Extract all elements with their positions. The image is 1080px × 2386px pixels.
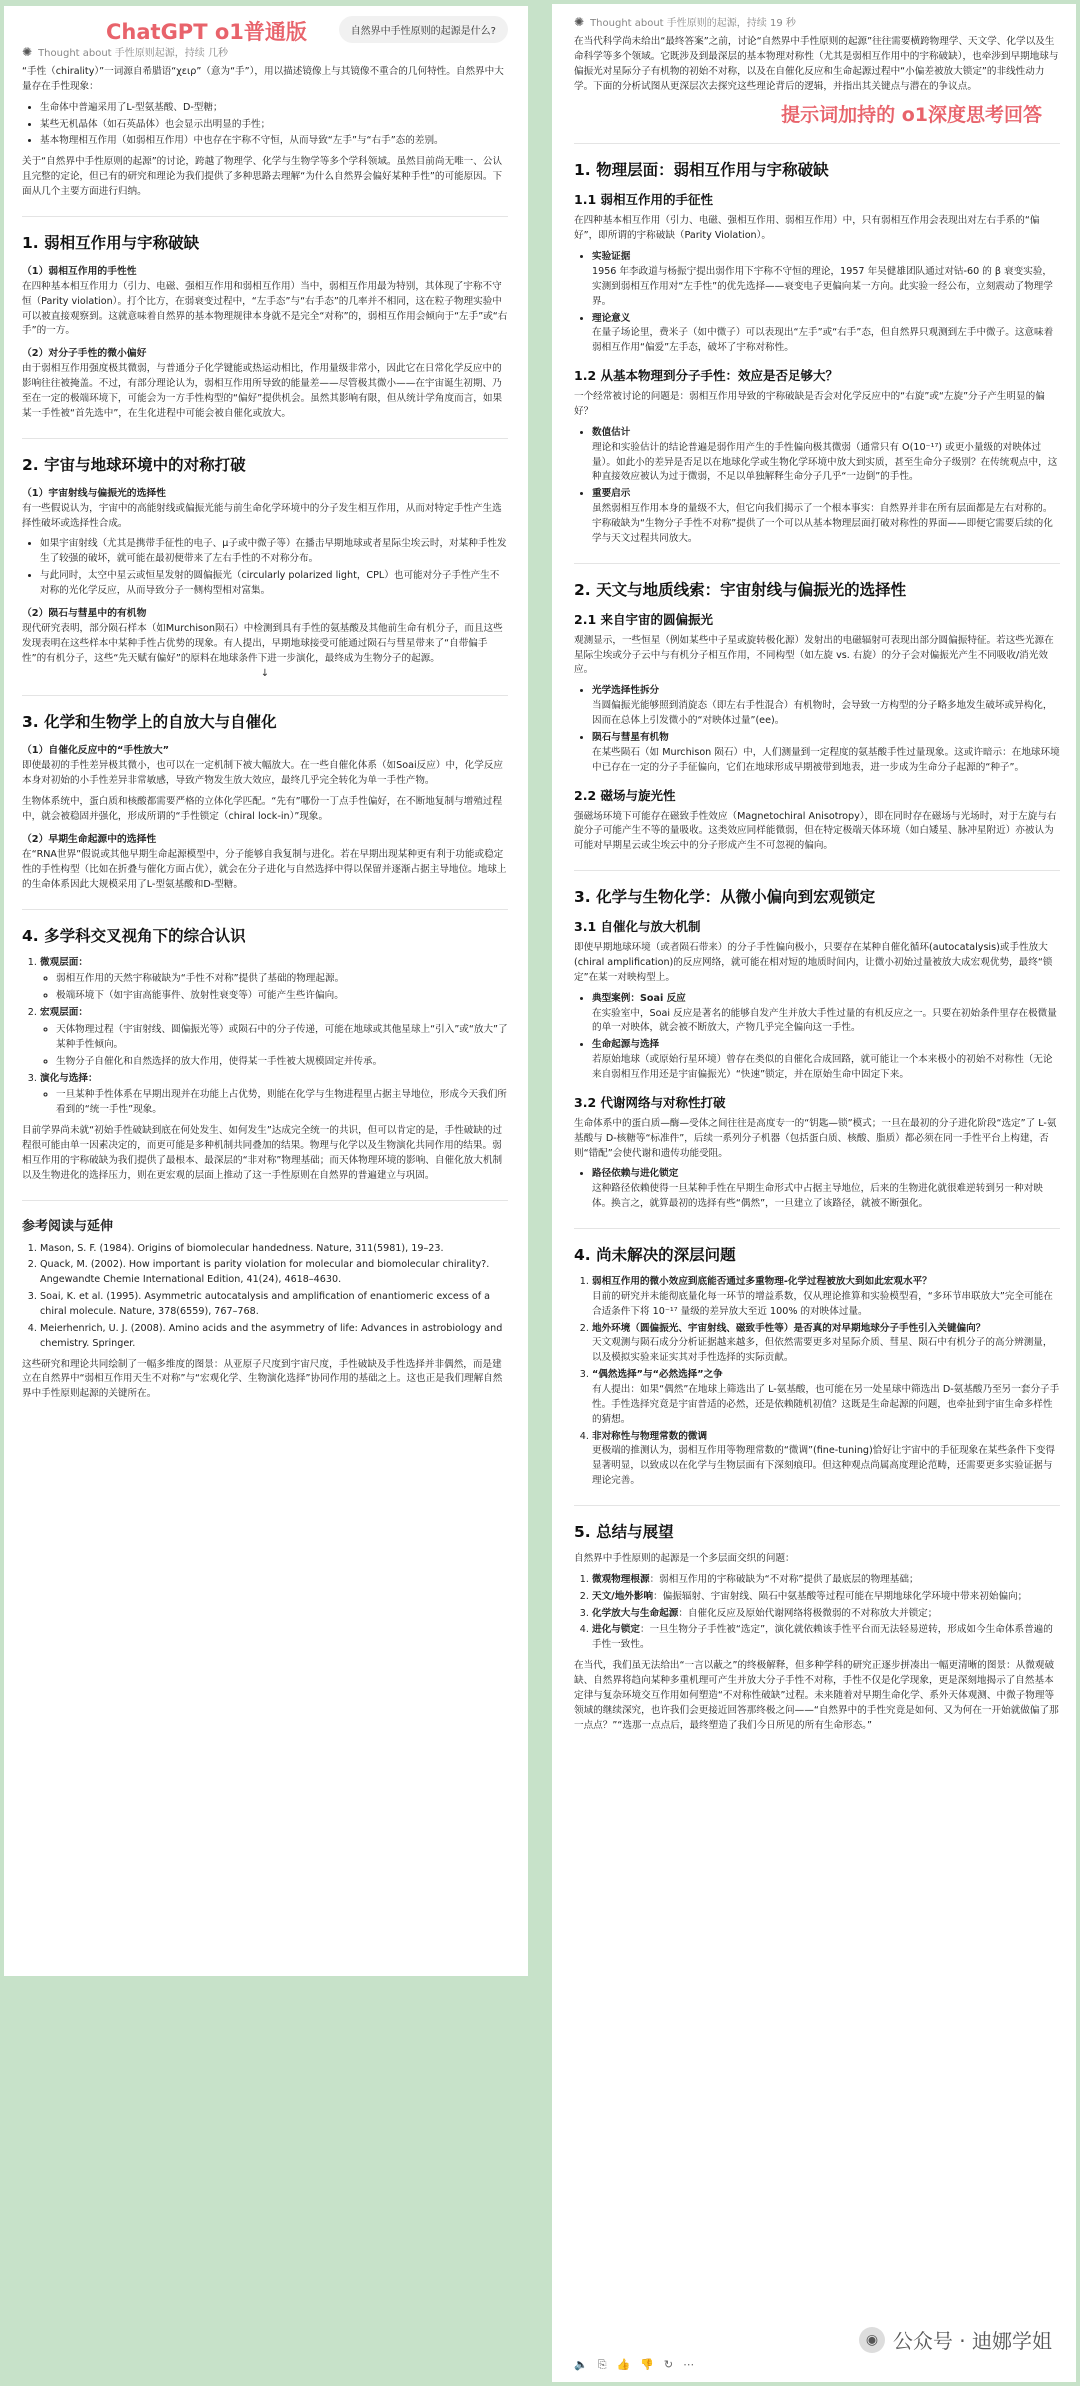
list-item xyxy=(592,1275,1060,1320)
subsection-title: （1）弱相互作用的手性性 xyxy=(22,265,137,277)
message-action-toolbar xyxy=(574,2358,694,2372)
section-divider xyxy=(22,216,508,217)
thought-summary[interactable] xyxy=(22,44,508,59)
list-item-heading: 实验证据 xyxy=(592,251,631,263)
list-item-text: 目前的研究并未能彻底量化每一环节的增益系数，仅从理论推算和实验模型看，“多环节串联放大”完全可能在合适条件下将 10⁻¹⁷ 量级的差异放大至近 100% 的对映体过量。 xyxy=(592,1290,1053,1317)
list-item-heading: 陨石与彗星有机物 xyxy=(592,731,669,743)
list-item-heading: 演化与选择： xyxy=(40,1072,98,1084)
bullet-list xyxy=(22,537,508,598)
section-divider xyxy=(22,909,508,910)
section-divider xyxy=(22,438,508,439)
copy-icon[interactable]: ⎘ xyxy=(597,2358,607,2371)
list-item-text: 这种路径依赖使得一旦某种手性在早期生命形式中占据主导地位，后来的生物进化就很难逆转到另一种对映体。换言之，就算最初的选择有些“偶然”，一旦建立了该路径，就被不断强化。 xyxy=(592,1183,1043,1210)
thought-summary-text: Thought about 手性原则起源，持续 几秒 xyxy=(38,48,228,59)
list-item-text: 更极端的推测认为，弱相互作用等物理常数的“微调”(fine-tuning)恰好让宇宙中的手征现象在某些条件下变得显著明显，以致成以在化学与生物层面有下深刻痕印。但这种观点尚属高度理论范畴，还需要更多实验证据与理论完善。 xyxy=(592,1445,1056,1487)
references-title: 参考阅读与延伸 xyxy=(22,1218,114,1234)
thumbs-down-icon[interactable]: 👎 xyxy=(640,2358,654,2371)
bullet-list xyxy=(574,1167,1060,1212)
list-item: ◦ 极端环境下（如宇宙高能事件、放射性衰变等）可能产生些许偏向。 xyxy=(56,989,508,1004)
section-title: 4. 尚未解决的深层问题 xyxy=(574,1245,736,1264)
list-item xyxy=(40,1006,508,1069)
list-item-heading: “偶然选择”与“必然选择”之争 xyxy=(592,1369,723,1381)
left-chat-panel xyxy=(4,6,528,1976)
list-item: • 某些无机晶体（如石英晶体）也会显示出明显的手性； xyxy=(40,118,508,133)
list-item xyxy=(592,426,1060,485)
subsection-title: 3.1 自催化与放大机制 xyxy=(574,919,701,935)
bullet-list xyxy=(574,684,1060,775)
list-item xyxy=(40,1072,508,1119)
list-item-heading: 典型案例：Soai 反应 xyxy=(592,992,686,1004)
right-chat-panel xyxy=(552,4,1076,2382)
list-item-heading: 天文/地外影响 xyxy=(592,1590,654,1602)
section-divider xyxy=(22,695,508,696)
sub-list xyxy=(40,1088,508,1118)
list-item-heading: 微观层面： xyxy=(40,956,88,968)
list-item-text: 在某些陨石（如 Murchison 陨石）中，人们测量到一定程度的氨基酸手性过量现象。这或许暗示：在地球环境中已存在一定的分子手征偏向，它们在地球形成早期被带到地表，进一步成为生命分子起源的“种子”。 xyxy=(592,746,1060,773)
more-options-icon[interactable]: ⋯ xyxy=(683,2358,695,2371)
sub-list xyxy=(40,972,508,1004)
sub-list xyxy=(40,1023,508,1070)
section-divider xyxy=(574,563,1060,564)
numbered-list xyxy=(22,956,508,1119)
assistant-logo-icon: ✺ xyxy=(22,44,33,59)
list-item-text: 若原始地球（或原始行星环境）曾存在类似的自催化合成回路，就可能让一个本来极小的初始不对称性（无论来自弱相互作用还是宇宙偏振光）“快速”锁定，并在原始生命中固定下来。 xyxy=(592,1054,1053,1080)
list-item xyxy=(592,1322,1060,1367)
section-divider xyxy=(574,1228,1060,1229)
list-item xyxy=(592,1590,1060,1605)
paragraph: 有一些假说认为，宇宙中的高能射线或偏振光能与前生命化学环境中的分子发生相互作用，从而对特定手性产生选择性破坏或选择性合成。 xyxy=(22,502,502,529)
section-title: 1. 弱相互作用与宇称破缺 xyxy=(22,233,200,252)
list-item: ◦ 弱相互作用的天然宇称破缺为“手性不对称”提供了基础的物理起源。 xyxy=(56,972,508,987)
closing-paragraph: 这些研究和理论共同绘制了一幅多维度的图景：从亚原子尺度到宇宙尺度，手性破缺及手性选择并非偶然，而是建立在自然界中“弱相互作用天生不对称”与“宏观化学、生物演化选择”协同作用的基础之上。这也正是我们理解自然界中手性原则起源的关键所在。 xyxy=(22,1358,503,1400)
paragraph: 即使最初的手性差异极其微小，也可以在一定机制下被大幅放大。在一些自催化体系（如Soai反应）中，化学反应本身对初始的小手性差异非常敏感，导致产物发生放大效应，最终几乎完全转化为单一手性产物。 xyxy=(22,760,504,787)
list-item: ◦ 一旦某种手性体系在早期出现并在功能上占优势，则能在化学与生物进程里占据主导地位，形成今天我们所看到的“统一手性”现象。 xyxy=(56,1088,508,1118)
section-title: 1. 物理层面：弱相互作用与宇称破缺 xyxy=(574,161,829,180)
subsection-title: （2）陨石与彗星中的有机物 xyxy=(22,607,147,619)
list-item-text: 天文观测与陨石成分分析证据越来越多，但依然需要更多对星际介质、彗星、陨石中有机分子的高分辨测量，以及模拟实验来证实其对手性选择的实际贡献。 xyxy=(592,1337,1053,1364)
list-item-heading: 地外环境（圆偏振光、宇宙射线、磁致手性等）是否真的对早期地球分子手性引入关键偏向？ xyxy=(592,1322,986,1334)
watermark-text: 公众号 · 迪娜学姐 xyxy=(892,2329,1052,2353)
numbered-list xyxy=(574,1275,1060,1489)
list-item-text: ：弱相互作用的宇称破缺为“不对称”提供了最底层的物理基础； xyxy=(649,1573,919,1585)
paragraph: 观测显示，一些恒星（例如某些中子星或旋转极化源）发射出的电磁辐射可表现出部分圆偏振特征。若这些光源在星际尘埃或分子云中与有机分子相互作用，不同构型（如左旋 vs. 右旋）的分子会对偏振光产生不同吸收/消光效应。 xyxy=(574,634,1054,676)
list-item xyxy=(592,992,1060,1037)
bullet-list xyxy=(574,426,1060,547)
wechat-icon: ◉ xyxy=(859,2327,885,2353)
subsection-title: （2）对分子手性的微小偏好 xyxy=(22,348,147,360)
paragraph: 生命体系中的蛋白质—酶—受体之间往往是高度专一的“钥匙—锁”模式；一旦在最初的分子进化阶段“选定”了 L-氨基酸与 D-核糖等“标准件”，后续一系列分子机器（包括蛋白质、核酸、脂质）都必须在同一手性平台上构建，否则“错配”会使代谢和遗传功能受阻。 xyxy=(574,1117,1057,1159)
subsection-title: （2）早期生命起源中的选择性 xyxy=(22,833,157,845)
list-item-heading: 数值估计 xyxy=(592,426,631,438)
list-item xyxy=(592,1368,1060,1427)
paragraph: 现代研究表明，部分陨石样本（如Murchison陨石）中检测到具有手性的氨基酸及其他前生命有机分子，而且这些发现表明在这些样本中某种手性占优势的现象。有人提出，早期地球接受可能通过陨石与彗星带来了“自带偏手性”的有机分子，这些“先天赋有偏好”的原料在地球条件下进一步演化，最终成为生物分子的起源。 xyxy=(22,622,503,664)
section-title: 3. 化学与生物化学：从微小偏向到宏观锁定 xyxy=(574,888,876,907)
numbered-list xyxy=(574,1573,1060,1653)
list-item-text: 1956 年李政道与杨振宁提出弱作用下宇称不守恒的理论，1957 年吴健雄团队通过对钴-60 的 β 衰变实验，实测到弱相互作用对“左手性”的优先选择——衰变电子更偏向某一方向。此实验一经公布，立刻震动了物理学界。 xyxy=(592,266,1053,307)
list-item-text: 理论和实验估计的结论普遍是弱作用产生的手性偏向极其微弱（通常只有 O(10⁻¹⁷) 或更小量级的对映体过量）。如此小的差异是否足以在地球化学或生物化学环境中放大到实质，甚至生命分子级别？在传统观点中，这种直接效应被认为过于微弱，不足以单独解释生命分子几乎“一边倒”的手性。 xyxy=(592,441,1058,483)
list-item xyxy=(592,1623,1060,1653)
section-divider xyxy=(22,1200,508,1201)
list-item xyxy=(592,1607,1060,1622)
list-item xyxy=(592,731,1060,776)
intro-paragraph: “手性（chirality）”一词源自希腊语“χειρ”（意为“手”），用以描述镜像上与其镜像不重合的几何特性。自然界中大量存在手性现象： xyxy=(22,66,504,92)
paragraph: 生物体系统中，蛋白质和核酸都需要严格的立体化学匹配。“先有”哪份一丁点手性偏好，在不断地复制与增殖过程中，就会被稳固并强化，形成所谓的“手性锁定（chiral lock-in）”现象。 xyxy=(22,796,503,823)
left-topbar xyxy=(22,6,508,44)
list-item-text: ：一旦生物分子手性被“选定”，演化就依赖该手性平台而无法轻易逆转，形成如今生命体系普遍的手性一致性。 xyxy=(592,1624,1053,1651)
subsection-title: 1.2 从基本物理到分子手性：效应是否足够大？ xyxy=(574,368,838,384)
list-item-heading: 弱相互作用的微小效应到底能否通过多重物理-化学过程被放大到如此宏观水平？ xyxy=(592,1275,932,1287)
list-item xyxy=(592,487,1060,546)
bullet-list xyxy=(574,250,1060,356)
closing-paragraph: 在当代，我们虽无法给出“一言以蔽之”的终极解释，但多种学科的研究正逐步拼凑出一幅更清晰的图景：从微观破缺、自然界将趋向某种多重机理可产生并放大分子手性不对称，手性不仅是化学现象，更是深刻地揭示了自然基本定律与复杂环境交互作用如何塑造“不对称性破缺”过程。未来随着对早期生命化学、系外天体观测、中微子物理等领域的继续深究，也许我们会更接近回答那终极之问——“自然界中的手性究竟是如何、又为何在一开始就做偏了那一点点？”“选那一点点后，最终塑造了我们今日所见的所有生命形态。” xyxy=(574,1660,1059,1731)
regenerate-icon[interactable]: ↻ xyxy=(663,2358,674,2371)
list-item-heading: 进化与锁定 xyxy=(592,1624,640,1636)
paragraph: 在四种基本相互作用力（引力、电磁、强相互作用和弱相互作用）当中，弱相互作用最为特别，其体现了宇称不守恒（Parity violation）。打个比方，在弱衰变过程中，“左手态”与“右手态”的几率并不相同，这在粒子物理实验中可以被直接观察到。这就意味着自然界的基本物理规律本身就不是完全“对称”的，弱相互作用会倾向于“左手”或“右手”的一方。 xyxy=(22,280,508,337)
list-item xyxy=(592,1167,1060,1212)
list-item-heading: 非对称性与物理常数的微调 xyxy=(592,1430,708,1442)
paragraph: 在“RNA世界”假说或其他早期生命起源模型中，分子能够自我复制与进化。若在早期出现某种更有利于功能或稳定性的手性构型（比如在折叠与催化方面占优），就会在分子进化与自然选择中得以保留并逐渐占据主导地位。地球上的生命体系因此大规模采用了L-型氨基酸和D-型糖。 xyxy=(22,848,507,890)
reference-item: 2. Quack, M. (2002). How important is parity violation for molecular and biomolecular chirality?. Angewandte Chemie International Edition, 41(24), 4618–4630. xyxy=(40,1258,508,1288)
list-item-heading: 重要启示 xyxy=(592,488,631,500)
list-item xyxy=(592,250,1060,309)
list-item-text: ：偏振辐射、宇宙射线、陨石中氨基酸等过程可能在早期地球化学环境中带来初始偏向； xyxy=(653,1590,1028,1602)
subsection-title: （1）宇宙射线与偏振光的选择性 xyxy=(22,487,166,499)
list-item-text: 有人提出：如果“偶然”在地球上筛选出了 L-氨基酸，也可能在另一处星球中筛选出 D-氨基酸乃至另一套分子手性。手性选择究竟是宇宙普适的必然，还是依赖随机初值？这既是生命起源的问题，也牵扯到宇宙生命多样性的猜想。 xyxy=(592,1383,1060,1425)
reference-item: 1. Mason, S. F. (1984). Origins of biomolecular handedness. Nature, 311(5981), 19–23. xyxy=(40,1242,508,1257)
references-list xyxy=(22,1242,508,1352)
thought-summary[interactable] xyxy=(574,14,1060,29)
reference-item: 3. Soai, K. et al. (1995). Asymmetric autocatalysis and amplification of enantiomeric excess of a chiral molecule. Nature, 378(6559), 767–768. xyxy=(40,1290,508,1320)
intro-paragraph-2: 关于“自然界中手性原则的起源”的讨论，跨越了物理学、化学与生物学等多个学科领域。虽然目前尚无唯一、公认且完整的定论，但已有的研究和理论为我们提供了多种思路去理解“为什么自然界会偏好某种手性”的可能原因。下面从几个主要方面进行归纳。 xyxy=(22,156,503,198)
paragraph: 强磁场环境下可能存在磁致手性效应（Magnetochiral Anisotropy），即在同时存在磁场与光场时，对于左旋与右旋分子可能产生不等的量吸收。这类效应同样能微弱，但在特定极端天体环境（如白矮星、脉冲星附近）亦被认为可能对早期星云或尘埃云中的分子形成产生不可忽视的偏向。 xyxy=(574,810,1057,852)
list-item-heading: 理论意义 xyxy=(592,312,631,324)
list-item-text: 在实验室中，Soai 反应是著名的能够自发产生并放大手性过量的有机反应之一。只要在初始条件里存在极微量的单一对映体，就会被不断放大，产物几乎完全偏向这一手性。 xyxy=(592,1007,1057,1034)
assistant-logo-icon: ✺ xyxy=(574,14,585,29)
thumbs-up-icon[interactable]: 👍 xyxy=(616,2358,631,2371)
paragraph: 一个经常被讨论的问题是：弱相互作用导致的宇称破缺是否会对化学反应中的“右旋”或“左旋”分子产生明显的偏好？ xyxy=(574,391,1045,418)
section-divider xyxy=(574,870,1060,871)
section-title: 2. 宇宙与地球环境中的对称打破 xyxy=(22,455,246,474)
section-title: 4. 多学科交叉视角下的综合认识 xyxy=(22,926,246,945)
list-item-text: 虽然弱相互作用本身的量级不大，但它向我们揭示了一个根本事实：自然界并非在所有层面都是左右对称的。宇称破缺为“生物分子手性不对称”提供了一个可以从基本物理层面打破对称性的界面——即便它需要后续的化学与天文过程共同放大。 xyxy=(592,503,1053,544)
section-title: 3. 化学和生物学上的自放大与自催化 xyxy=(22,713,277,732)
list-item: ◦ 天体物理过程（宇宙射线、圆偏振光等）或陨石中的分子传递，可能在地球或其他星球上“引入”或“放大”了某种手性倾向。 xyxy=(56,1023,508,1053)
left-banner-label: ChatGPT o1普通版 xyxy=(106,20,307,44)
thought-summary-text: Thought about 手性原则的起源，持续 19 秒 xyxy=(590,18,796,29)
list-item: • 生命体中普遍采用了L-型氨基酸、D-型糖； xyxy=(40,101,508,116)
list-item xyxy=(592,1038,1060,1083)
paragraph: 自然界中手性原则的起源是一个多层面交织的问题： xyxy=(574,1553,795,1564)
intro-paragraph: 在当代科学尚未给出“最终答案”之前，讨论“自然界中手性原则的起源”往往需要横跨物理学、天文学、化学以及生命科学等多个领域。它既涉及到最深层的基本物理对称性（尤其是弱相互作用中的宇称破缺），也牵涉到早期地球与偏振光对星际分子有机物的初始不对称，以及在自催化反应和生命起源过程中“小偏差被放大锁定”的非线性动力学。下面的分析试图从更深层次去探究这些理论背后的逻辑，并指出其关键点与潜在的争议点。 xyxy=(574,36,1059,92)
list-item xyxy=(592,312,1060,357)
list-item: • 如果宇宙射线（尤其是携带手征性的电子、μ子或中微子等）在播击早期地球或者星际尘埃云时，对某种手性发生了较强的破坏，就可能在最初便带来了左右手性的不对称分布。 xyxy=(40,537,508,567)
list-item-heading: 宏观层面： xyxy=(40,1007,88,1019)
watermark xyxy=(851,2321,1060,2358)
read-aloud-icon[interactable]: 🔈 xyxy=(574,2358,588,2371)
user-question-bubble: 自然界中手性原则的起源是什么? xyxy=(339,16,508,43)
subsection-title: 3.2 代谢网络与对称性打破 xyxy=(574,1094,726,1110)
list-item-heading: 生命起源与选择 xyxy=(592,1039,660,1051)
subsection-title: 2.1 来自宇宙的圆偏振光 xyxy=(574,611,713,627)
reference-item: 4. Meierhenrich, U. J. (2008). Amino acids and the asymmetry of life: Advances in astrobiology and chemistry. Springer. xyxy=(40,1322,508,1352)
intro-list xyxy=(22,101,508,150)
section-divider xyxy=(574,1505,1060,1506)
list-item xyxy=(592,684,1060,729)
section-title: 5. 总结与展望 xyxy=(574,1523,674,1541)
list-item xyxy=(592,1573,1060,1588)
section-title: 2. 天文与地质线索：宇宙射线与偏振光的选择性 xyxy=(574,580,907,599)
list-item: • 与此同时，太空中星云或恒星发射的圆偏振光（circularly polarized light，CPL）也可能对分子手性产生不对称的光化学反应，从而导致分子一侧构型相对富集。 xyxy=(40,569,508,599)
list-item: ◦ 生物分子自催化和自然选择的放大作用，使得某一手性被大规模固定并传承。 xyxy=(56,1055,508,1070)
paragraph: 即使早期地球环境（或者陨石带来）的分子手性偏向极小，只要存在某种自催化循环(autocatalysis)或手性放大(chiral amplification)的反应网络，就可能在相对短的地质时间内，让微小初始过量被放大成宏观优势，最终“锁定”在某一对映构型上。 xyxy=(574,942,1053,983)
list-item: • 基本物理相互作用（如弱相互作用）中也存在宇称不守恒，从而导致“左手”与“右手”态的差别。 xyxy=(40,134,508,149)
subsection-title: 2.2 磁场与旋光性 xyxy=(574,787,676,803)
list-item-text: 当圆偏振光能够照到消旋态（即左右手性混合）有机物时，会导致一方构型的分子略多地发生破坏或异构化，因而在总体上引发微小的“对映体过量”(ee)。 xyxy=(592,700,1053,727)
list-item xyxy=(40,956,508,1005)
scroll-down-icon[interactable]: ↓ xyxy=(260,668,270,680)
subsection-title: 1.1 弱相互作用的手征性 xyxy=(574,192,713,208)
paragraph: 在四种基本相互作用（引力、电磁、强相互作用、弱相互作用）中，只有弱相互作用会表现出对左右手系的“偏好”，即所谓的宇称破缺（Parity Violation）。 xyxy=(574,215,1040,242)
paragraph: 由于弱相互作用强度极其微弱，与普通分子化学键能或热运动相比，作用量级非常小，因此它在日常化学反应中的影响往往被掩盖。不过，有部分理论认为，弱相互作用所导致的能量差——尽管极其微小——在宇宙诞生初期、乃至在一定的极端环境下，可能会为一方手性构型的“偏好”提供机会。虽然其影响有限，但从统计学角度而言，如果某一手性被“首先选中”，在生化进程中可能会被自催化或放大。 xyxy=(22,363,503,419)
bullet-list xyxy=(574,992,1060,1083)
list-item-heading: 微观物理根源 xyxy=(592,1573,650,1585)
paragraph: 目前学界尚未就“初始手性破缺到底在何处发生、如何发生”达成完全统一的共识，但可以肯定的是，手性破缺的过程很可能由单一因素决定的，而更可能是多种机制共同叠加的结果。物理与化学以及生物演化共同作用的结果。弱相互作用的宇称破缺为我们提供了最根本、最深层的“非对称”物理基础；而天体物理环境的影响、自催化放大机制以及生物进化的选择压力，则在更宏观的层面上推动了这一手性原则在自然界的普遍建立与巩固。 xyxy=(22,1125,503,1181)
list-item-text: 在量子场论里，费米子（如中微子）可以表现出“左手”或“右手”态，但自然界只观测到左手中微子。这意味着弱相互作用“偏爱”左手态，破坏了宇称对称性。 xyxy=(592,327,1054,354)
right-banner-label: 提示词加持的 o1深度思考回答 xyxy=(781,104,1042,127)
list-item-heading: 光学选择性拆分 xyxy=(592,685,660,697)
list-item-heading: 路径依赖与进化锁定 xyxy=(592,1168,679,1180)
list-item xyxy=(592,1430,1060,1489)
list-item-text: ：自催化反应及原始代谢网络将极微弱的不对称放大并锁定； xyxy=(678,1607,938,1619)
list-item-heading: 化学放大与生命起源 xyxy=(592,1607,679,1619)
section-divider xyxy=(574,143,1060,144)
subsection-title: （1）自催化反应中的“手性放大” xyxy=(22,745,170,757)
